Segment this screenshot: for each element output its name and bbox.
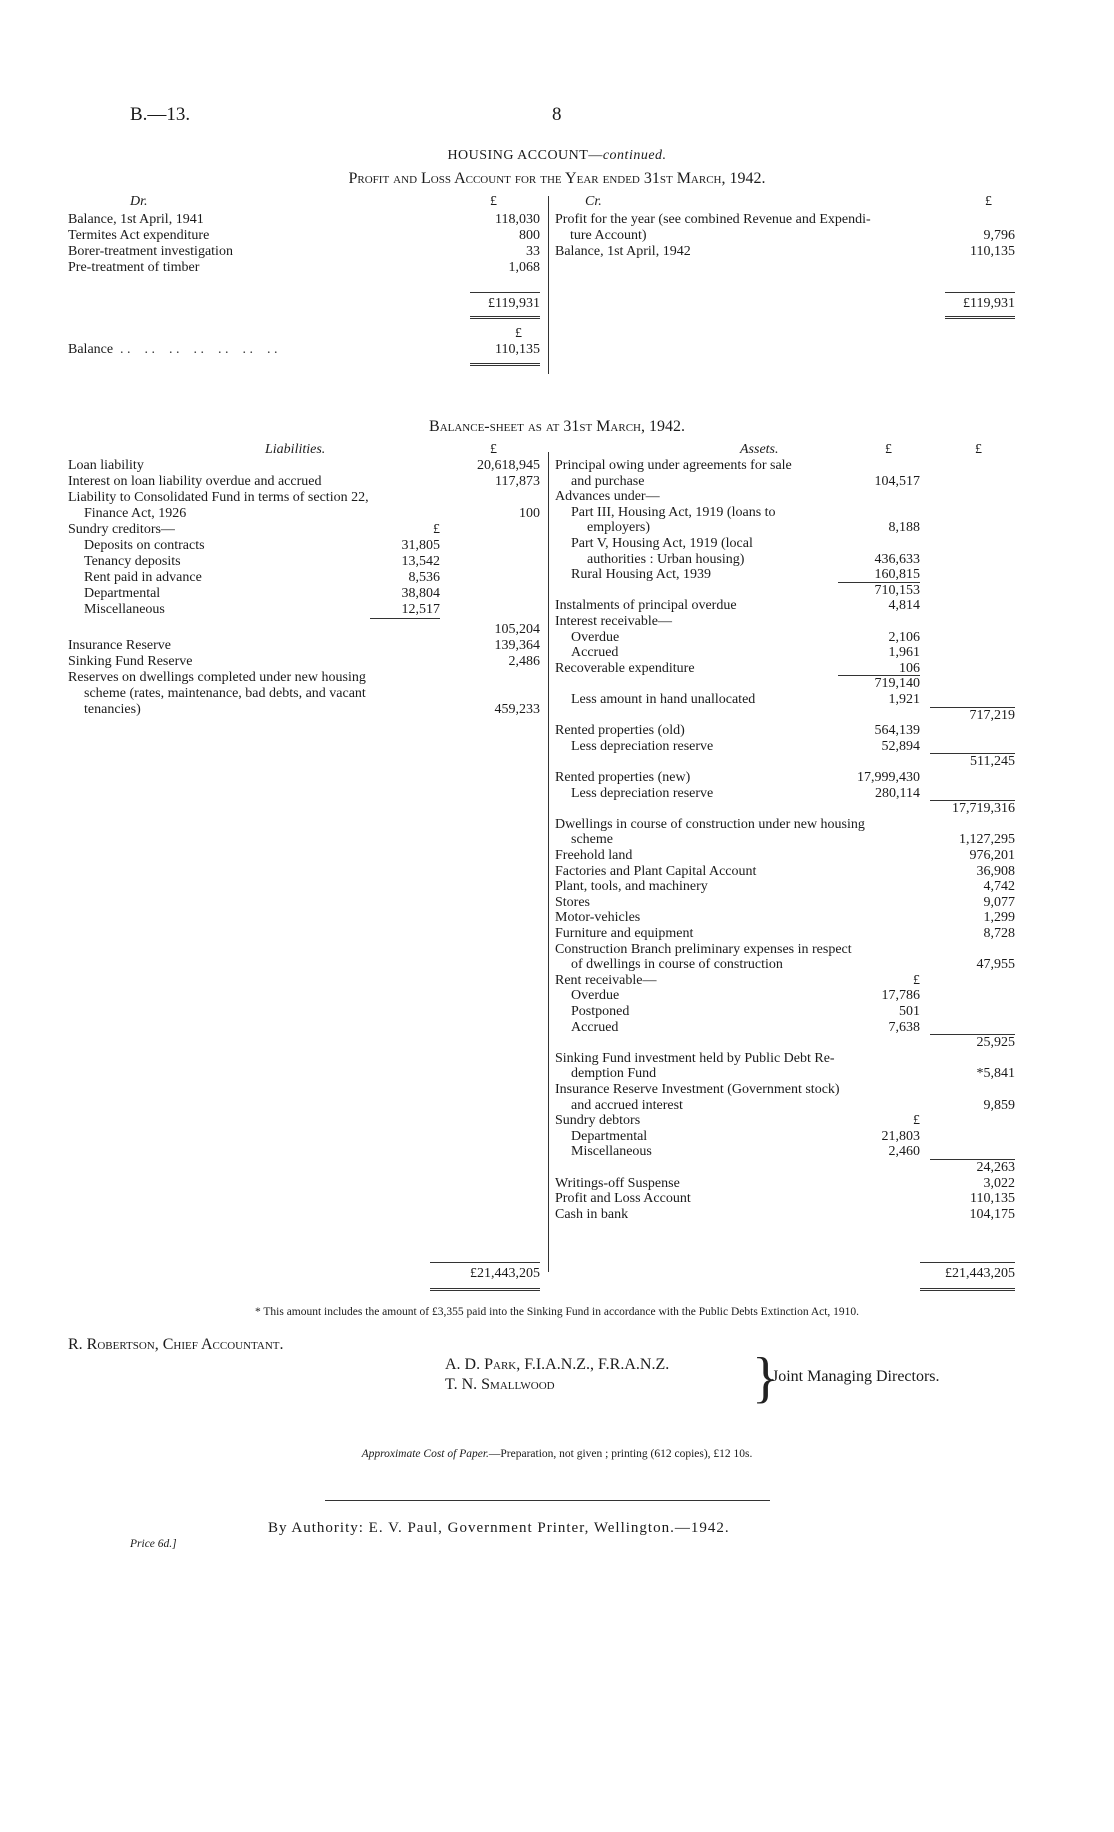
asset-value: 47,955: [976, 957, 1015, 973]
total-dr: £119,931: [488, 296, 540, 311]
asset-label: Insurance Reserve Investment (Government stock): [555, 1082, 840, 1097]
liability-label: Departmental: [84, 586, 161, 601]
cr-row-value: 9,796: [983, 228, 1015, 243]
asset-label: Accrued: [571, 645, 619, 661]
asset-subvalue: 160,815: [874, 567, 920, 583]
asset-subvalue: 1,961: [888, 645, 920, 661]
liability-subvalue: 13,542: [401, 554, 440, 569]
total-assets: £21,443,205: [945, 1266, 1015, 1281]
liability-subvalue: £: [433, 522, 440, 537]
asset-label: and accrued interest: [571, 1097, 683, 1113]
liability-subvalue: 8,536: [408, 570, 440, 585]
asset-label: Rural Housing Act, 1939: [571, 567, 711, 583]
asset-subvalue: 710,153: [874, 582, 920, 598]
asset-label: Sundry debtors: [555, 1113, 641, 1129]
rule: [470, 363, 540, 366]
rule: [945, 316, 1015, 319]
liability-label: Insurance Reserve: [68, 638, 172, 653]
liability-subvalue: 12,517: [401, 602, 440, 617]
asset-label: Overdue: [571, 988, 620, 1004]
asset-label: Factories and Plant Capital Account: [555, 863, 757, 879]
footnote: * This amount includes the amount of £3,355 paid into the Sinking Fund in accordance with the Public Debts Extinction Act, 1910.: [254, 1306, 860, 1318]
dr-row-label: Pre-treatment of timber: [68, 260, 200, 275]
asset-label: Principal owing under agreements for sale: [555, 458, 792, 473]
liability-subvalue: 31,805: [401, 538, 440, 553]
asset-subvalue: 17,786: [881, 988, 920, 1004]
asset-label: Rent receivable—: [555, 972, 657, 988]
liability-value: 117,873: [495, 474, 540, 489]
director-2: T. N. Smallwood: [445, 1376, 555, 1393]
document-reference: B.—13.: [130, 104, 191, 125]
liability-label: Finance Act, 1926: [84, 506, 187, 521]
currency-symbol: £: [490, 194, 497, 209]
asset-label: Motor-vehicles: [555, 910, 641, 926]
asset-subvalue: 436,633: [874, 551, 920, 567]
dr-row-label: Borer-treatment investigation: [68, 244, 233, 259]
liability-label: Liability to Consolidated Fund in terms of section 22,: [68, 490, 369, 505]
rule: [430, 1288, 540, 1291]
dr-row-label: Balance, 1st April, 1941: [68, 212, 204, 227]
rule: [370, 618, 440, 619]
asset-label: Profit and Loss Account: [555, 1191, 691, 1207]
asset-label: scheme: [571, 832, 613, 848]
dr-row-value: 800: [519, 228, 540, 243]
asset-subvalue: 52,894: [881, 738, 920, 754]
rule: [470, 292, 540, 293]
liability-label: Rent paid in advance: [84, 570, 202, 585]
directors-title: Joint Managing Directors.: [772, 1368, 940, 1385]
liability-value: 20,618,945: [477, 458, 540, 473]
asset-label: Writings-off Suspense: [555, 1175, 680, 1191]
brace: }: [752, 1347, 779, 1409]
cr-row-label: Profit for the year (see combined Revenue and Expendi-: [555, 212, 871, 227]
asset-value: 717,219: [969, 707, 1015, 723]
asset-label: Part III, Housing Act, 1919 (loans to: [571, 504, 776, 520]
asset-label: Less amount in hand unallocated: [571, 692, 756, 707]
currency-symbol: £: [490, 442, 497, 457]
imprint: By Authority: E. V. Paul, Government Printer, Wellington.—1942.: [268, 1520, 730, 1536]
liability-label: Interest on loan liability overdue and accrued: [68, 474, 322, 489]
cr-row-label: ture Account): [570, 228, 647, 243]
pl-divider: [548, 196, 549, 374]
asset-subvalue: 8,188: [888, 520, 920, 536]
section-title: HOUSING ACCOUNT—continued.: [447, 148, 667, 163]
balance-value: 110,135: [495, 342, 540, 357]
cr-label: Cr.: [585, 194, 602, 209]
asset-value: 511,245: [970, 754, 1015, 770]
asset-value: 9,077: [983, 894, 1015, 910]
dr-row-label: Termites Act expenditure: [68, 228, 210, 243]
asset-subvalue: 280,114: [875, 785, 920, 801]
cr-row-value: 110,135: [970, 244, 1015, 259]
asset-value: 110,135: [970, 1191, 1015, 1207]
asset-label: Less depreciation reserve: [571, 785, 714, 801]
rule: [430, 1262, 540, 1263]
liability-label: Deposits on contracts: [84, 538, 205, 553]
asset-label: Construction Branch preliminary expenses in respect: [555, 941, 852, 957]
liability-value: 100: [519, 506, 540, 521]
asset-subvalue: 1,921: [888, 692, 920, 707]
asset-value: 17,719,316: [952, 801, 1015, 817]
bs-divider: [548, 452, 549, 1272]
rule: [920, 1262, 1015, 1263]
assets-header: Assets.: [740, 442, 779, 457]
balance-label: Balance: [68, 342, 114, 357]
liability-subvalue: 38,804: [401, 586, 440, 601]
rule: [325, 1500, 770, 1501]
asset-label: Interest receivable—: [555, 614, 672, 629]
asset-label: Accrued: [571, 1019, 619, 1035]
price: Price 6d.]: [130, 1538, 177, 1550]
asset-subvalue: 4,814: [888, 598, 920, 614]
asset-value: 36,908: [976, 863, 1015, 879]
rule: [470, 316, 540, 319]
asset-label: Rented properties (new): [555, 770, 691, 785]
asset-label: Postponed: [571, 1004, 630, 1019]
asset-subvalue: 564,139: [874, 723, 920, 739]
liability-value: 2,486: [508, 654, 540, 669]
rule: [945, 292, 1015, 293]
asset-label: employers): [587, 520, 650, 536]
asset-value: 3,022: [983, 1175, 1015, 1191]
asset-label: of dwellings in course of construction: [571, 957, 783, 973]
cr-row-label: Balance, 1st April, 1942: [555, 244, 691, 259]
dr-row-value: 118,030: [495, 212, 540, 227]
liability-value: 105,204: [494, 622, 540, 637]
dr-row-value: 1,068: [508, 260, 540, 275]
currency-symbol: £: [975, 442, 982, 457]
asset-label: authorities : Urban housing): [587, 551, 745, 567]
liability-label: Sundry creditors—: [68, 522, 175, 537]
currency-symbol: £: [985, 194, 992, 209]
liability-label: tenancies): [84, 702, 141, 717]
liability-label: Sinking Fund Reserve: [68, 654, 193, 669]
asset-value: *5,841: [976, 1066, 1015, 1082]
liability-label: Loan liability: [68, 458, 144, 473]
asset-label: Dwellings in course of construction under new housing: [555, 816, 865, 832]
asset-label: Cash in bank: [555, 1206, 629, 1222]
asset-value: 9,859: [983, 1097, 1015, 1113]
asset-label: Instalments of principal overdue: [555, 598, 737, 614]
director-1: A. D. Park, F.I.A.N.Z., F.R.A.N.Z.: [445, 1356, 670, 1373]
page-number: 8: [552, 104, 562, 125]
balance-sheet-title: Balance-sheet as at 31st March, 1942.: [429, 418, 685, 435]
liability-value: 139,364: [494, 638, 540, 653]
leader-dots: . . . . . . . . . . . . . .: [120, 342, 278, 357]
asset-label: Less depreciation reserve: [571, 738, 714, 754]
asset-label: Plant, tools, and machinery: [555, 879, 708, 895]
asset-value: 1,299: [983, 910, 1015, 926]
liabilities-header: Liabilities.: [265, 442, 326, 457]
asset-value: 8,728: [983, 926, 1015, 941]
asset-label: Advances under—: [555, 489, 660, 505]
asset-subvalue: 7,638: [888, 1019, 920, 1035]
asset-label: Sinking Fund investment held by Public Debt Re-: [555, 1050, 835, 1066]
asset-value: 24,263: [976, 1160, 1015, 1175]
asset-subvalue: 17,999,430: [857, 770, 920, 785]
total-cr: £119,931: [963, 296, 1015, 311]
chief-accountant-signature: R. Robertson, Chief Accountant.: [68, 1336, 284, 1353]
asset-label: Departmental: [571, 1128, 648, 1144]
asset-value: 1,127,295: [959, 832, 1015, 848]
asset-value: 104,175: [969, 1206, 1015, 1222]
asset-subvalue: 21,803: [881, 1128, 920, 1144]
asset-subvalue: 2,106: [888, 629, 920, 645]
asset-label: Rented properties (old): [555, 723, 685, 739]
currency-symbol: £: [885, 442, 892, 457]
liability-value: 459,233: [494, 702, 540, 717]
liability-label: Reserves on dwellings completed under new housing: [68, 670, 366, 685]
asset-value: 25,925: [976, 1035, 1015, 1051]
asset-value: 976,201: [969, 848, 1015, 863]
rule: [920, 1288, 1015, 1291]
asset-subvalue: £: [913, 972, 920, 988]
asset-subvalue: 501: [899, 1004, 920, 1019]
currency-symbol: £: [515, 326, 522, 341]
asset-subvalue: 104,517: [874, 473, 920, 489]
asset-label: Overdue: [571, 629, 620, 645]
dr-label: Dr.: [130, 194, 148, 209]
asset-label: and purchase: [571, 473, 645, 489]
asset-subvalue: 106: [899, 660, 920, 676]
asset-value: 4,742: [983, 879, 1015, 895]
asset-subvalue: £: [913, 1113, 920, 1129]
asset-label: Part V, Housing Act, 1919 (local: [571, 536, 753, 551]
paper-cost: Approximate Cost of Paper.—Preparation, not given ; printing (612 copies), £12 10s.: [361, 1448, 753, 1460]
pl-title: Profit and Loss Account for the Year ended 31st March, 1942.: [348, 170, 766, 187]
asset-subvalue: 2,460: [888, 1144, 920, 1160]
asset-label: Stores: [555, 894, 590, 910]
total-liabilities: £21,443,205: [470, 1266, 540, 1281]
liability-label: scheme (rates, maintenance, bad debts, and vacant: [84, 686, 366, 701]
liability-label: Tenancy deposits: [84, 554, 181, 569]
asset-label: Furniture and equipment: [555, 926, 694, 941]
asset-label: demption Fund: [571, 1066, 657, 1082]
asset-label: Recoverable expenditure: [555, 660, 695, 676]
asset-subvalue: 719,140: [874, 676, 920, 692]
asset-label: Miscellaneous: [571, 1144, 652, 1160]
liability-label: Miscellaneous: [84, 602, 165, 617]
asset-label: Freehold land: [555, 848, 633, 863]
dr-row-value: 33: [526, 244, 540, 259]
